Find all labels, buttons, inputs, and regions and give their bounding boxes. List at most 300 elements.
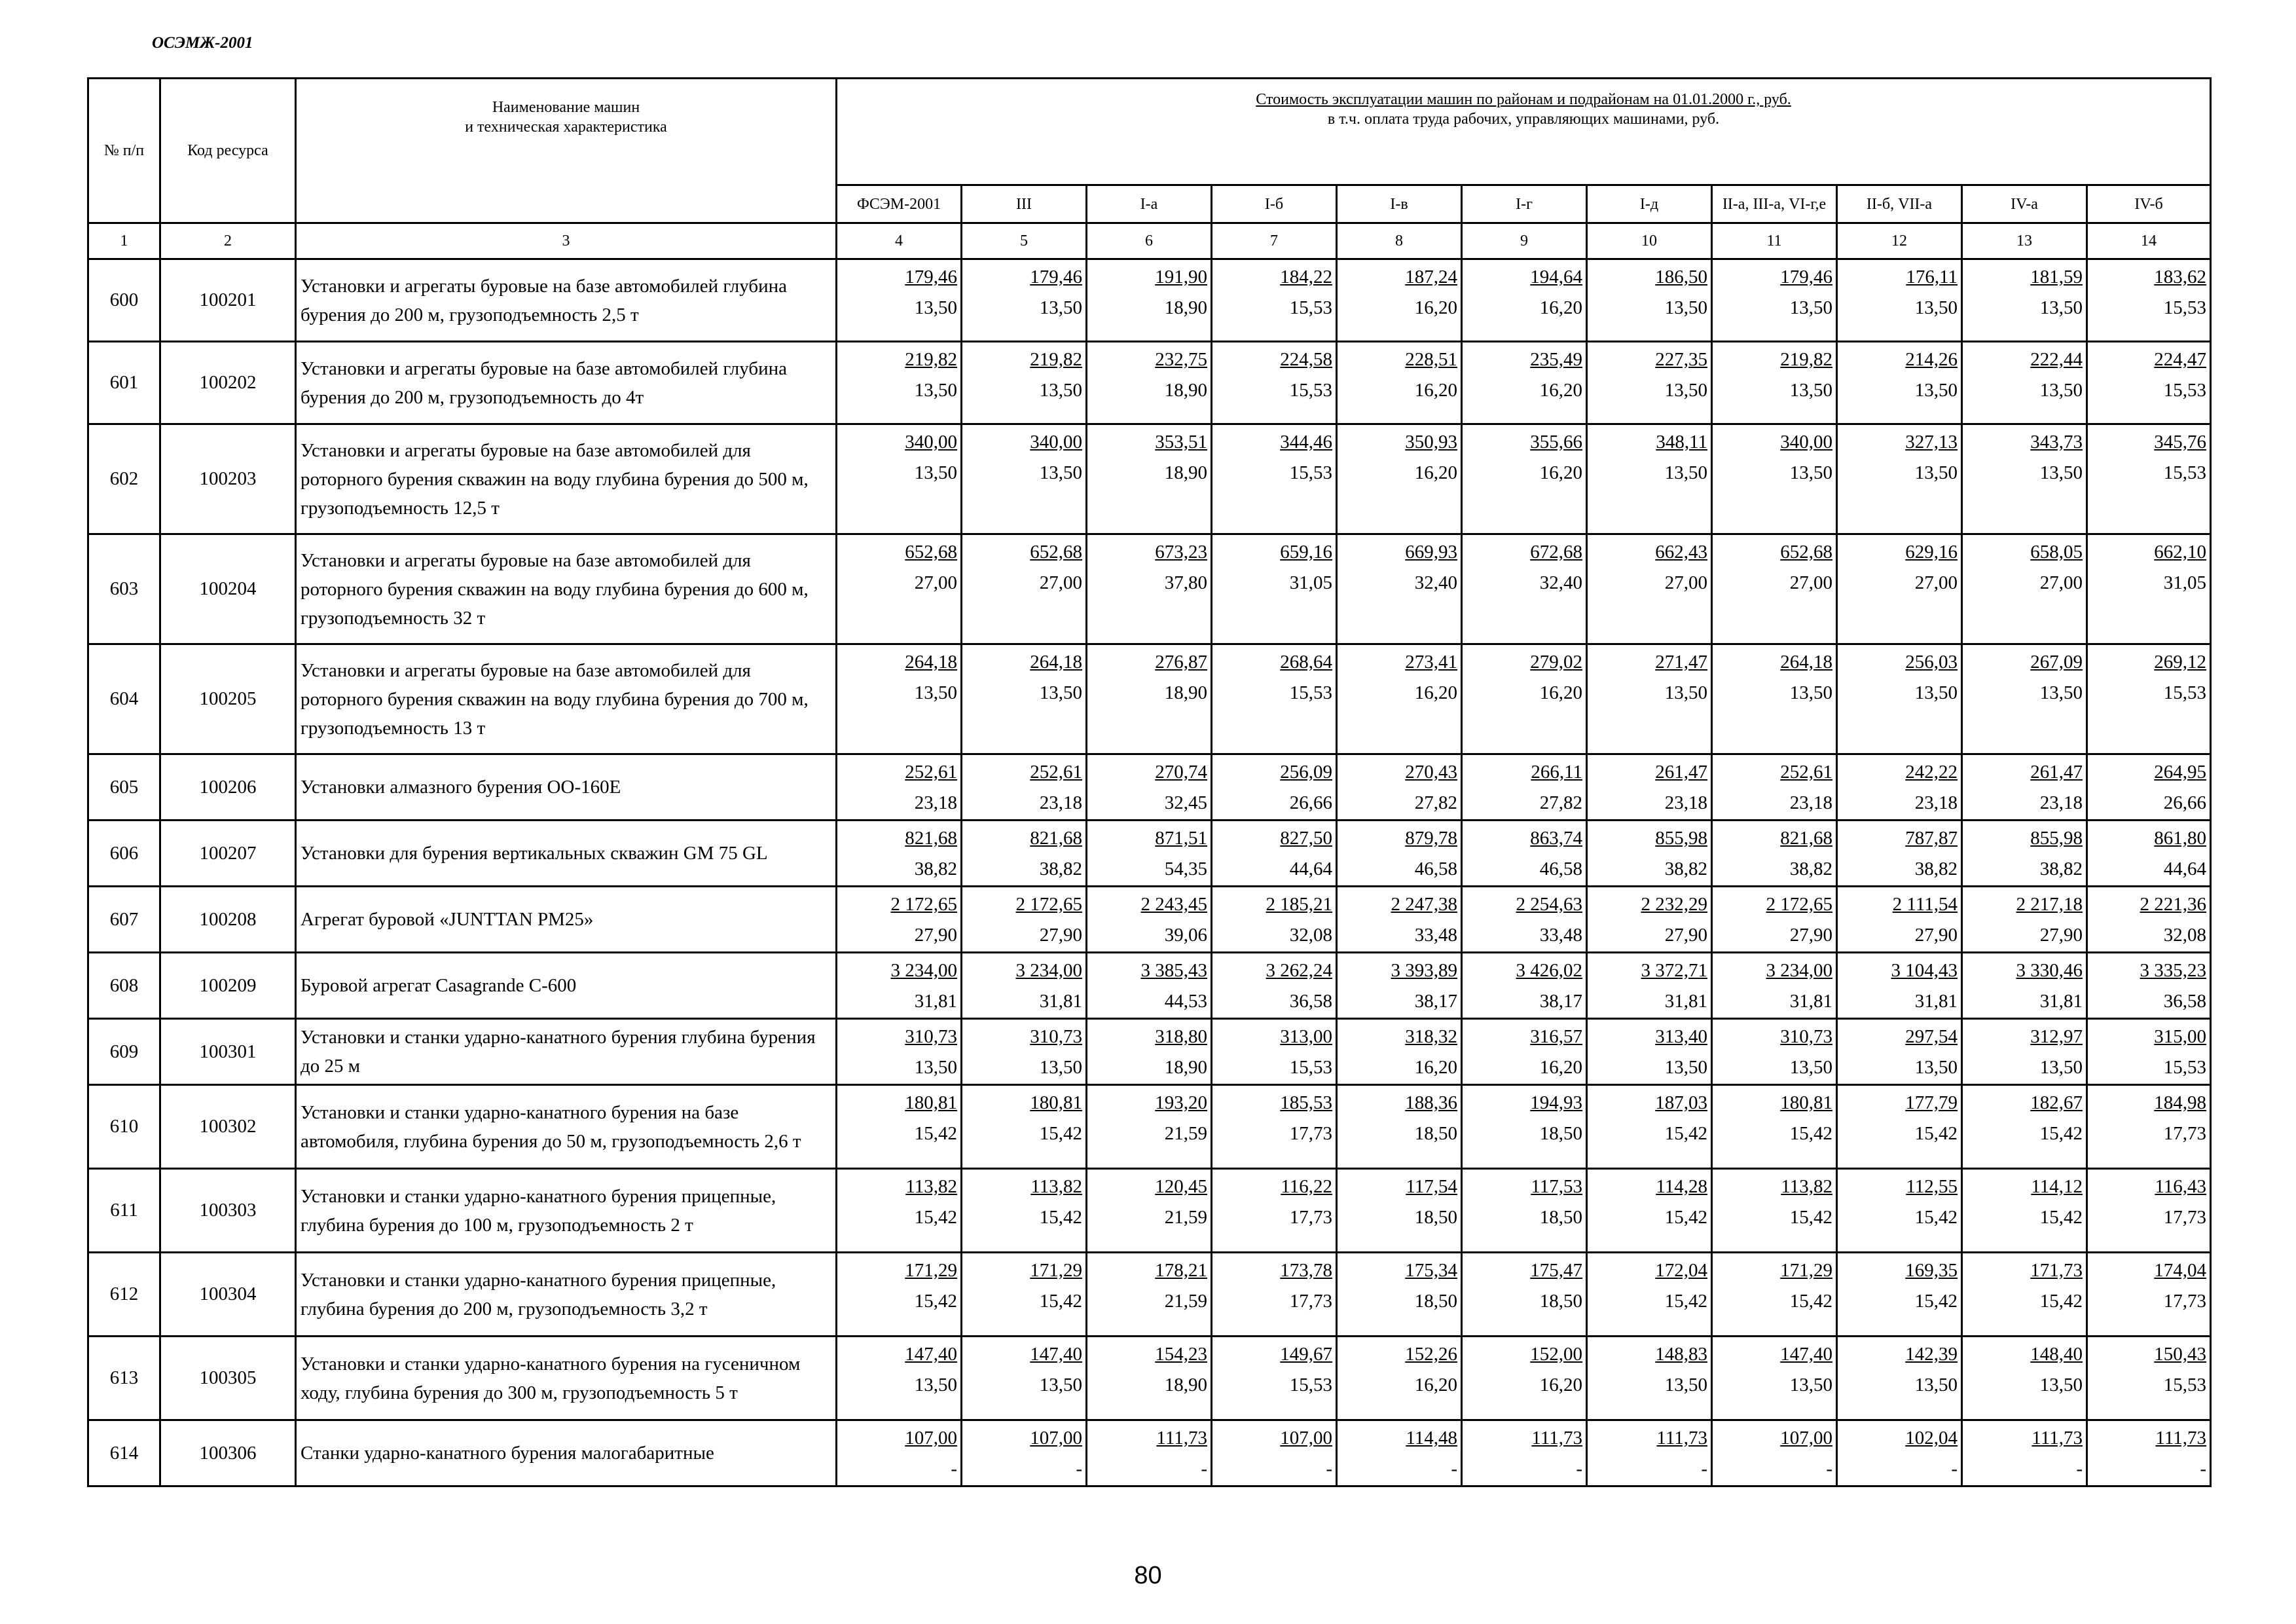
operator-wage: 13,50 bbox=[914, 1375, 957, 1395]
operating-cost: 318,80 bbox=[1155, 1026, 1207, 1047]
operating-cost: 149,67 bbox=[1280, 1344, 1332, 1365]
cost-cell bbox=[1962, 1337, 2087, 1420]
resource-code: 100304 bbox=[160, 1253, 296, 1337]
cost-cell bbox=[1212, 953, 1337, 1019]
table-row bbox=[88, 1085, 2211, 1169]
operator-wage: 15,53 bbox=[1289, 1057, 1332, 1078]
operating-cost: 3 234,00 bbox=[1766, 960, 1832, 981]
header-column-number: 8 bbox=[1337, 223, 1462, 259]
operator-wage: - bbox=[951, 1458, 957, 1479]
cost-cell bbox=[1962, 1420, 2087, 1486]
operator-wage: 13,50 bbox=[1789, 1057, 1832, 1078]
operator-wage: - bbox=[1451, 1458, 1457, 1479]
operator-wage: 38,82 bbox=[2039, 858, 2083, 879]
cost-cell bbox=[962, 1169, 1087, 1253]
operator-wage: 15,42 bbox=[1664, 1207, 1707, 1228]
cost-cell bbox=[1962, 821, 2087, 887]
operator-wage: 15,42 bbox=[1039, 1291, 1082, 1312]
row-number: 605 bbox=[88, 754, 160, 821]
cost-cell bbox=[837, 754, 962, 821]
cost-cell bbox=[837, 953, 962, 1019]
operating-cost: 252,61 bbox=[1030, 762, 1082, 783]
header-column-number: 9 bbox=[1462, 223, 1587, 259]
table-body bbox=[88, 259, 2211, 1486]
operating-cost: 222,44 bbox=[2030, 349, 2083, 370]
cost-cell bbox=[837, 1420, 962, 1486]
cost-cell bbox=[2087, 1253, 2211, 1337]
operator-wage: 13,50 bbox=[914, 462, 957, 483]
operator-wage: 18,90 bbox=[1164, 1375, 1207, 1395]
operating-cost: 187,03 bbox=[1655, 1092, 1707, 1113]
resource-code: 100303 bbox=[160, 1169, 296, 1253]
operating-cost: 252,61 bbox=[905, 762, 957, 783]
operator-wage: 32,45 bbox=[1164, 792, 1207, 813]
cost-cell bbox=[2087, 1420, 2211, 1486]
operating-cost: 180,81 bbox=[905, 1092, 957, 1113]
resource-code: 100206 bbox=[160, 754, 296, 821]
operator-wage: 15,42 bbox=[1789, 1291, 1832, 1312]
operating-cost: 147,40 bbox=[905, 1344, 957, 1365]
operating-cost: 147,40 bbox=[1030, 1344, 1082, 1365]
operator-wage: 18,90 bbox=[1164, 1057, 1207, 1078]
operator-wage: 31,81 bbox=[914, 991, 957, 1012]
header-cost-group bbox=[837, 79, 2211, 185]
cost-cell bbox=[1962, 1019, 2087, 1085]
operating-cost: 187,24 bbox=[1405, 267, 1457, 287]
operating-cost: 270,43 bbox=[1405, 762, 1457, 783]
operating-cost: 111,73 bbox=[2155, 1428, 2207, 1449]
cost-cell bbox=[1087, 534, 1212, 644]
operator-wage: 13,50 bbox=[1039, 297, 1082, 318]
operating-cost: 152,00 bbox=[1530, 1344, 1582, 1365]
header-column-number: 5 bbox=[962, 223, 1087, 259]
operator-wage: 15,53 bbox=[2163, 462, 2207, 483]
operating-cost: 113,82 bbox=[1781, 1176, 1832, 1197]
cost-cell bbox=[962, 424, 1087, 534]
operator-wage: - bbox=[1201, 1458, 1207, 1479]
row-number: 610 bbox=[88, 1085, 160, 1169]
table-row bbox=[88, 342, 2211, 424]
cost-cell bbox=[1462, 1337, 1587, 1420]
operating-cost: 142,39 bbox=[1905, 1344, 1958, 1365]
operator-wage: 17,73 bbox=[1289, 1291, 1332, 1312]
operating-cost: 174,04 bbox=[2154, 1260, 2207, 1281]
operator-wage: 27,00 bbox=[1914, 572, 1958, 593]
operator-wage: 13,50 bbox=[2039, 1057, 2083, 1078]
operating-cost: 172,04 bbox=[1655, 1260, 1707, 1281]
cost-cell bbox=[1962, 1253, 2087, 1337]
cost-cell bbox=[1712, 342, 1837, 424]
operating-cost: 107,00 bbox=[1030, 1428, 1082, 1449]
operator-wage: 18,50 bbox=[1414, 1207, 1457, 1228]
operating-cost: 2 243,45 bbox=[1140, 894, 1207, 915]
cost-cell bbox=[1462, 1085, 1587, 1169]
cost-cell bbox=[1712, 1337, 1837, 1420]
operator-wage: 13,50 bbox=[1664, 1057, 1707, 1078]
cost-cell bbox=[837, 1019, 962, 1085]
operating-cost: 235,49 bbox=[1530, 349, 1582, 370]
operator-wage: 21,59 bbox=[1164, 1291, 1207, 1312]
operator-wage: 18,90 bbox=[1164, 380, 1207, 401]
operator-wage: 44,64 bbox=[1289, 858, 1332, 879]
header-region: ФСЭМ-2001 bbox=[837, 185, 962, 223]
operating-cost: 3 385,43 bbox=[1140, 960, 1207, 981]
operating-cost: 297,54 bbox=[1905, 1026, 1958, 1047]
header-region: III bbox=[962, 185, 1087, 223]
operating-cost: 3 262,24 bbox=[1266, 960, 1332, 981]
operator-wage: 17,73 bbox=[2163, 1207, 2207, 1228]
operator-wage: 13,50 bbox=[1664, 297, 1707, 318]
operator-wage: 27,90 bbox=[1789, 925, 1832, 946]
header-column-number: 4 bbox=[837, 223, 962, 259]
operating-cost: 224,47 bbox=[2154, 349, 2207, 370]
operator-wage: 26,66 bbox=[1289, 792, 1332, 813]
cost-cell bbox=[1837, 259, 1962, 342]
machine-name: Буровой агрегат Casagrande С-600 bbox=[296, 953, 837, 1019]
operator-wage: 31,81 bbox=[2039, 991, 2083, 1012]
cost-cell bbox=[1712, 424, 1837, 534]
row-number: 606 bbox=[88, 821, 160, 887]
resource-code: 100306 bbox=[160, 1420, 296, 1486]
operating-cost: 173,78 bbox=[1280, 1260, 1332, 1281]
operating-cost: 821,68 bbox=[1030, 828, 1082, 849]
cost-cell bbox=[1462, 342, 1587, 424]
operator-wage: 36,58 bbox=[1289, 991, 1332, 1012]
cost-cell bbox=[1087, 887, 1212, 953]
operating-cost: 111,73 bbox=[1656, 1428, 1707, 1449]
operating-cost: 116,22 bbox=[1281, 1176, 1332, 1197]
operating-cost: 175,47 bbox=[1530, 1260, 1582, 1281]
cost-cell bbox=[1337, 1169, 1462, 1253]
operator-wage: 13,50 bbox=[1789, 462, 1832, 483]
operator-wage: - bbox=[1576, 1458, 1582, 1479]
cost-cell bbox=[837, 342, 962, 424]
header-region: I-а bbox=[1087, 185, 1212, 223]
resource-code: 100203 bbox=[160, 424, 296, 534]
cost-cell bbox=[1962, 953, 2087, 1019]
operating-cost: 107,00 bbox=[1780, 1428, 1832, 1449]
operating-cost: 315,00 bbox=[2154, 1026, 2207, 1047]
cost-cell bbox=[1837, 1169, 1962, 1253]
operating-cost: 180,81 bbox=[1030, 1092, 1082, 1113]
cost-cell bbox=[1587, 424, 1712, 534]
header-cost-title: Стоимость эксплуатации машин по районам и подрайонам на 01.01.2000 г., руб. bbox=[1256, 91, 1791, 108]
operator-wage: 16,20 bbox=[1414, 297, 1457, 318]
operating-cost: 111,73 bbox=[2032, 1428, 2083, 1449]
operating-cost: 343,73 bbox=[2030, 432, 2083, 452]
operator-wage: 13,50 bbox=[1039, 462, 1082, 483]
operating-cost: 355,66 bbox=[1530, 432, 1582, 452]
operator-wage: 18,50 bbox=[1539, 1123, 1582, 1144]
operating-cost: 183,62 bbox=[2154, 267, 2207, 287]
operating-cost: 2 172,65 bbox=[890, 894, 957, 915]
cost-cell bbox=[1212, 1019, 1337, 1085]
operator-wage: 13,50 bbox=[2039, 1375, 2083, 1395]
cost-cell bbox=[2087, 1337, 2211, 1420]
operating-cost: 194,93 bbox=[1530, 1092, 1582, 1113]
operating-cost: 193,20 bbox=[1155, 1092, 1207, 1113]
operator-wage: 13,50 bbox=[2039, 297, 2083, 318]
cost-cell bbox=[1087, 259, 1212, 342]
operating-cost: 181,59 bbox=[2030, 267, 2083, 287]
operator-wage: 15,42 bbox=[914, 1291, 957, 1312]
operating-cost: 148,40 bbox=[2030, 1344, 2083, 1365]
operating-cost: 107,00 bbox=[1280, 1428, 1332, 1449]
cost-cell bbox=[1962, 644, 2087, 754]
cost-cell bbox=[962, 1253, 1087, 1337]
cost-cell bbox=[1337, 644, 1462, 754]
operator-wage: - bbox=[1951, 1458, 1958, 1479]
operating-cost: 3 426,02 bbox=[1516, 960, 1582, 981]
operating-cost: 102,04 bbox=[1905, 1428, 1958, 1449]
operating-cost: 348,11 bbox=[1656, 432, 1707, 452]
header-num: № п/п bbox=[88, 79, 160, 223]
cost-cell bbox=[1837, 1019, 1962, 1085]
operating-cost: 256,03 bbox=[1905, 652, 1958, 673]
resource-code: 100302 bbox=[160, 1085, 296, 1169]
operating-cost: 268,64 bbox=[1280, 652, 1332, 673]
header-column-number: 12 bbox=[1837, 223, 1962, 259]
operating-cost: 821,68 bbox=[905, 828, 957, 849]
operator-wage: 23,18 bbox=[1789, 792, 1832, 813]
machine-name: Установки и станки ударно-канатного бурения глубина бурения до 25 м bbox=[296, 1019, 837, 1085]
cost-cell bbox=[1462, 259, 1587, 342]
cost-cell bbox=[962, 342, 1087, 424]
operating-cost: 855,98 bbox=[2030, 828, 2083, 849]
cost-cell bbox=[1462, 953, 1587, 1019]
cost-cell bbox=[1712, 1085, 1837, 1169]
operator-wage: 27,00 bbox=[1664, 572, 1707, 593]
operating-cost: 185,53 bbox=[1280, 1092, 1332, 1113]
cost-cell bbox=[1462, 1169, 1587, 1253]
cost-cell bbox=[1837, 342, 1962, 424]
operator-wage: 15,42 bbox=[914, 1207, 957, 1228]
operator-wage: 44,64 bbox=[2163, 858, 2207, 879]
cost-cell bbox=[1337, 821, 1462, 887]
operating-cost: 658,05 bbox=[2030, 542, 2083, 563]
operator-wage: 46,58 bbox=[1539, 858, 1582, 879]
cost-cell bbox=[1212, 534, 1337, 644]
operator-wage: 37,80 bbox=[1164, 572, 1207, 593]
operating-cost: 345,76 bbox=[2154, 432, 2207, 452]
operating-cost: 232,75 bbox=[1155, 349, 1207, 370]
operator-wage: 16,20 bbox=[1414, 1057, 1457, 1078]
operator-wage: 27,00 bbox=[914, 572, 957, 593]
operating-cost: 270,74 bbox=[1155, 762, 1207, 783]
operator-wage: 18,50 bbox=[1539, 1291, 1582, 1312]
row-number: 612 bbox=[88, 1253, 160, 1337]
operator-wage: 27,82 bbox=[1414, 792, 1457, 813]
operator-wage: 31,05 bbox=[1289, 572, 1332, 593]
operator-wage: 15,42 bbox=[1789, 1207, 1832, 1228]
operator-wage: 17,73 bbox=[2163, 1291, 2207, 1312]
operator-wage: 16,20 bbox=[1414, 380, 1457, 401]
operating-cost: 340,00 bbox=[905, 432, 957, 452]
operating-cost: 117,53 bbox=[1531, 1176, 1582, 1197]
cost-cell bbox=[1337, 424, 1462, 534]
operator-wage: 23,18 bbox=[1039, 792, 1082, 813]
operator-wage: 44,53 bbox=[1164, 991, 1207, 1012]
operating-cost: 871,51 bbox=[1155, 828, 1207, 849]
header-column-number: 10 bbox=[1587, 223, 1712, 259]
operator-wage: 16,20 bbox=[1539, 1057, 1582, 1078]
machine-name: Установки и станки ударно-канатного бурения прицепные, глубина бурения до 100 м, грузоподъемность 2 т bbox=[296, 1169, 837, 1253]
operator-wage: 15,53 bbox=[2163, 1375, 2207, 1395]
cost-cell bbox=[1962, 534, 2087, 644]
cost-cell bbox=[1837, 424, 1962, 534]
operator-wage: 15,53 bbox=[2163, 380, 2207, 401]
cost-cell bbox=[1087, 1019, 1212, 1085]
operator-wage: 15,53 bbox=[1289, 682, 1332, 703]
operator-wage: 32,08 bbox=[1289, 925, 1332, 946]
operator-wage: 33,48 bbox=[1539, 925, 1582, 946]
cost-cell bbox=[1587, 1019, 1712, 1085]
operator-wage: 13,50 bbox=[2039, 380, 2083, 401]
operating-cost: 652,68 bbox=[1780, 542, 1832, 563]
cost-cell bbox=[1837, 644, 1962, 754]
cost-cell bbox=[837, 821, 962, 887]
operator-wage: - bbox=[2076, 1458, 2083, 1479]
cost-cell bbox=[1587, 342, 1712, 424]
header-column-number: 3 bbox=[296, 223, 837, 259]
operating-cost: 312,97 bbox=[2030, 1026, 2083, 1047]
operator-wage: 31,05 bbox=[2163, 572, 2207, 593]
row-number: 609 bbox=[88, 1019, 160, 1085]
operating-cost: 171,29 bbox=[905, 1260, 957, 1281]
cost-cell bbox=[1337, 1019, 1462, 1085]
cost-cell bbox=[837, 424, 962, 534]
cost-cell bbox=[1337, 1337, 1462, 1420]
cost-cell bbox=[962, 534, 1087, 644]
operating-cost: 219,82 bbox=[1030, 349, 1082, 370]
operating-cost: 310,73 bbox=[1780, 1026, 1832, 1047]
machine-name: Установки и агрегаты буровые на базе автомобилей для роторного бурения скважин на воду глубина бурения до 700 м, грузоподъемность 13 т bbox=[296, 644, 837, 754]
operator-wage: 15,42 bbox=[1664, 1123, 1707, 1144]
operator-wage: 27,90 bbox=[2039, 925, 2083, 946]
operator-wage: 13,50 bbox=[1664, 1375, 1707, 1395]
operating-cost: 273,41 bbox=[1405, 652, 1457, 673]
table-row bbox=[88, 1337, 2211, 1420]
operator-wage: 15,42 bbox=[1039, 1123, 1082, 1144]
machine-name: Агрегат буровой «JUNTTAN PM25» bbox=[296, 887, 837, 953]
operating-cost: 180,81 bbox=[1780, 1092, 1832, 1113]
operating-cost: 176,11 bbox=[1906, 267, 1958, 287]
operator-wage: 16,20 bbox=[1539, 462, 1582, 483]
operator-wage: 15,42 bbox=[1914, 1291, 1958, 1312]
operating-cost: 111,73 bbox=[1531, 1428, 1582, 1449]
cost-cell bbox=[1837, 1420, 1962, 1486]
operator-wage: 27,90 bbox=[1914, 925, 1958, 946]
cost-cell bbox=[2087, 1169, 2211, 1253]
operator-wage: 13,50 bbox=[1039, 1057, 1082, 1078]
operator-wage: 13,50 bbox=[1914, 1375, 1958, 1395]
cost-cell bbox=[1587, 1085, 1712, 1169]
row-number: 602 bbox=[88, 424, 160, 534]
operator-wage: 13,50 bbox=[1789, 380, 1832, 401]
cost-cell bbox=[1337, 1420, 1462, 1486]
cost-cell bbox=[1837, 1337, 1962, 1420]
operating-cost: 114,28 bbox=[1656, 1176, 1707, 1197]
machine-name: Установки и станки ударно-канатного бурения на гусеничном ходу, глубина бурения до 300 м, грузоподъемность 5 т bbox=[296, 1337, 837, 1420]
operator-wage: 13,50 bbox=[1039, 1375, 1082, 1395]
cost-cell bbox=[2087, 754, 2211, 821]
cost-cell bbox=[2087, 953, 2211, 1019]
operating-cost: 340,00 bbox=[1030, 432, 1082, 452]
operating-cost: 264,95 bbox=[2154, 762, 2207, 783]
operator-wage: 16,20 bbox=[1539, 682, 1582, 703]
operating-cost: 150,43 bbox=[2154, 1344, 2207, 1365]
operator-wage: 38,82 bbox=[1664, 858, 1707, 879]
operator-wage: 15,42 bbox=[2039, 1291, 2083, 1312]
row-number: 603 bbox=[88, 534, 160, 644]
operating-cost: 2 111,54 bbox=[1892, 894, 1958, 915]
operator-wage: 13,50 bbox=[914, 1057, 957, 1078]
cost-cell bbox=[962, 644, 1087, 754]
operator-wage: 31,81 bbox=[1664, 991, 1707, 1012]
operating-cost: 3 335,23 bbox=[2140, 960, 2207, 981]
operating-cost: 269,12 bbox=[2154, 652, 2207, 673]
operating-cost: 879,78 bbox=[1405, 828, 1457, 849]
cost-cell bbox=[1587, 1420, 1712, 1486]
cost-cell bbox=[1837, 887, 1962, 953]
operator-wage: 13,50 bbox=[914, 682, 957, 703]
operating-cost: 353,51 bbox=[1155, 432, 1207, 452]
cost-cell bbox=[1462, 887, 1587, 953]
row-number: 611 bbox=[88, 1169, 160, 1253]
operating-cost: 242,22 bbox=[1905, 762, 1958, 783]
cost-cell bbox=[1712, 259, 1837, 342]
cost-cell bbox=[2087, 424, 2211, 534]
operating-cost: 147,40 bbox=[1780, 1344, 1832, 1365]
operator-wage: 16,20 bbox=[1539, 380, 1582, 401]
operator-wage: 23,18 bbox=[2039, 792, 2083, 813]
cost-cell bbox=[962, 1420, 1087, 1486]
row-number: 608 bbox=[88, 953, 160, 1019]
operator-wage: 15,53 bbox=[2163, 1057, 2207, 1078]
operator-wage: 38,82 bbox=[1914, 858, 1958, 879]
cost-cell bbox=[1212, 887, 1337, 953]
operator-wage: - bbox=[1076, 1458, 1082, 1479]
operator-wage: 31,81 bbox=[1914, 991, 1958, 1012]
cost-cell bbox=[1087, 953, 1212, 1019]
operator-wage: 15,42 bbox=[1914, 1207, 1958, 1228]
operator-wage: 54,35 bbox=[1164, 858, 1207, 879]
operating-cost: 276,87 bbox=[1155, 652, 1207, 673]
operating-cost: 175,34 bbox=[1405, 1260, 1457, 1281]
cost-cell bbox=[1087, 821, 1212, 887]
header-column-number: 13 bbox=[1962, 223, 2087, 259]
cost-cell bbox=[2087, 1085, 2211, 1169]
operating-cost: 188,36 bbox=[1405, 1092, 1457, 1113]
cost-cell bbox=[1837, 821, 1962, 887]
operating-cost: 2 217,18 bbox=[2016, 894, 2083, 915]
operating-cost: 2 172,65 bbox=[1015, 894, 1082, 915]
header-column-number: 2 bbox=[160, 223, 296, 259]
operating-cost: 2 185,21 bbox=[1266, 894, 1332, 915]
cost-cell bbox=[1337, 754, 1462, 821]
operator-wage: 16,20 bbox=[1539, 297, 1582, 318]
header-region: I-в bbox=[1337, 185, 1462, 223]
operator-wage: - bbox=[1701, 1458, 1707, 1479]
operator-wage: 15,42 bbox=[1039, 1207, 1082, 1228]
machine-name: Установки и агрегаты буровые на базе автомобилей для роторного бурения скважин на воду глубина бурения до 500 м, грузоподъемность 12,5 т bbox=[296, 424, 837, 534]
operating-cost: 827,50 bbox=[1280, 828, 1332, 849]
operator-wage: 13,50 bbox=[1039, 380, 1082, 401]
operator-wage: 13,50 bbox=[1914, 682, 1958, 703]
cost-cell bbox=[837, 1337, 962, 1420]
operator-wage: 18,90 bbox=[1164, 297, 1207, 318]
operating-cost: 184,22 bbox=[1280, 267, 1332, 287]
